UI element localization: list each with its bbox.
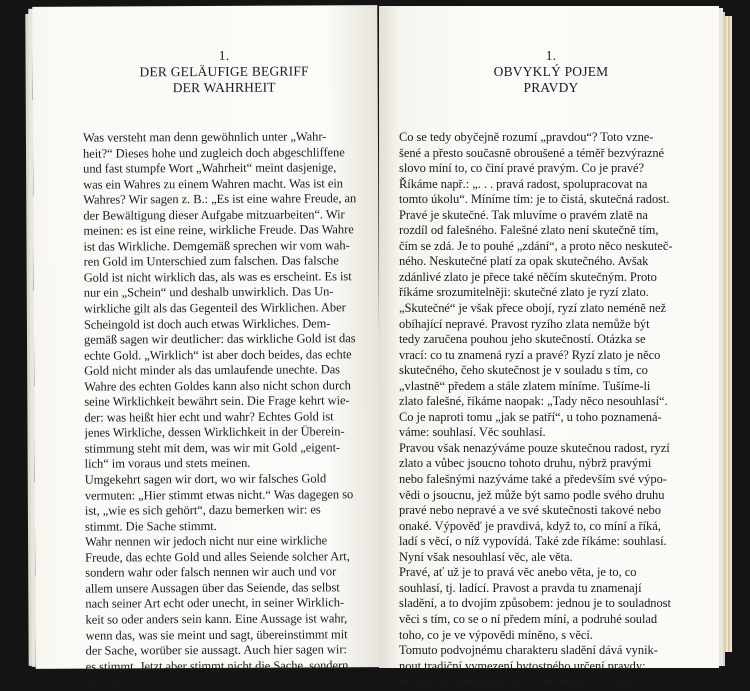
chapter-heading-czech	[399, 48, 703, 130]
text-line: „Skutečné“ je však přece obojí, ryzí zlato neméně než	[399, 301, 667, 316]
text-line: Wahr nennen wir jedoch nicht nur eine wirkliche	[85, 533, 328, 549]
text-line: Tomuto podvojnému charakteru sladění dává vynik-	[399, 643, 658, 658]
text-line: Wahres? Wir sagen z. B.: „Es ist eine wahre Freude, an	[83, 191, 357, 207]
text-line: Pravé je skutečné. Tak mluvíme o pravém zlatě na	[399, 207, 648, 222]
text-line: toho, co je ve výpovědi míněno, s věcí.	[399, 627, 593, 642]
text-line: slovo míní to, co činí pravé pravým. Co je pravé?	[399, 161, 645, 176]
text-line: věci s tím, co se o ní předem míní, a podruhé soulad	[399, 611, 658, 626]
text-line: Scheingold ist doch auch etwas Wirkliches. Dem-	[83, 315, 331, 332]
text-line: onaké. Výpověď je pravdivá, když to, co míní a říká,	[399, 518, 661, 533]
text-line: der Satz.	[85, 674, 130, 689]
text-line: Pravé, ať už je to pravá věc anebo věta, je to, co	[399, 565, 637, 580]
text-line: stimmung steht mit dem, was wir mit Gold „eigent-	[84, 440, 341, 456]
text-line: nout tradiční vymezení bytostného určení pravdy:	[399, 658, 646, 673]
text-line: ist, „wie es sich gehört“, dazu bemerken wir: es	[84, 502, 321, 518]
book-spread	[8, 6, 742, 689]
text-line: zlato falešné, říkáme naopak: „Tady něco nesouhlasí“.	[399, 394, 668, 409]
text-line: Co se tedy obyčejně rozumí „pravdou“? Toto vzne-	[399, 130, 654, 144]
text-line: Říkáme např.: „. . . pravá radost, spolupracovat na	[399, 176, 648, 191]
text-line: sladění, a to dvojím způsobem: jednou je to souladnost	[399, 596, 671, 611]
text-line: souhlasí, tj. ladící. Pravost a pravda tu znamenají	[399, 580, 642, 595]
text-line: ren Gold im Unterschied zum falschen. Das falsche	[83, 253, 339, 270]
text-line: Freude, das echte Gold und alles Seiende solcher Art,	[85, 549, 350, 565]
text-line: tomto úkolu“. Míníme tím: je to čistá, skutečná radost.	[399, 192, 670, 207]
text-line: tedy zaručena pouhou jeho skutečností. Otázka se	[399, 332, 646, 347]
page-edges	[720, 16, 732, 652]
text-line: váme: souhlasí. Věc souhlasí.	[399, 425, 546, 440]
text-line: skutečného, čeho skutečnost je v souladu s tím, co	[399, 363, 648, 378]
text-line: Gold ist nicht wirklich das, als was es erscheint. Es ist	[83, 269, 352, 285]
text-line: und fast stumpfe Wort „Wahrheit“ meint dasjenige,	[83, 160, 337, 176]
text-line: sondern wahr oder falsch nennen wir auch und vor	[85, 564, 337, 580]
text-line: nebo falešnými nazýváme také a především své výpo-	[399, 472, 667, 487]
text-line: vermuten: „Hier stimmt etwas nicht.“ Was dagegen so	[84, 486, 354, 503]
text-line: lich“ im voraus und stets meinen.	[84, 456, 251, 472]
text-line: gemäß sagen wir deutlicher: das wirkliche Gold ist das	[83, 331, 356, 347]
text-line: echte Gold. „Wirklich“ ist aber doch beides, das echte	[84, 346, 352, 363]
text-line: vědi o jsoucnu, jež může být samo podle svého druhu	[399, 487, 665, 502]
body-text-czech	[399, 130, 699, 690]
text-line: zdánlivé zlato je přece také něčím skutečným. Proto	[399, 269, 657, 284]
text-line: Umgekehrt sagen wir dort, wo wir falsches Gold	[84, 471, 327, 487]
text-line: vrací: co tu znamená ryzí a pravé? Ryzí zlato je něco	[399, 347, 661, 362]
text-line: veritas est adaequatio rei et intellectus. To může	[399, 674, 637, 689]
text-line: pravé nebo nepravé a ve své skutečnosti takové nebo	[399, 503, 661, 518]
text-line: říkáme srozumitelněji: skutečné zlato je ryzí zlato.	[399, 285, 649, 300]
text-line: der: was heißt hier echt und wahr? Echtes Gold ist	[84, 409, 334, 425]
text-line: ladí s věcí, o níž vypovídá. Také zde říkáme: souhlasí.	[399, 534, 667, 549]
chapter-title: DER GELÄUFIGE BEGRIFF DER WAHRHEIT	[139, 63, 309, 96]
text-line: stimmt. Die Sache stimmt.	[84, 518, 217, 534]
text-line: allem unsere Aussagen über das Seiende, das selbst	[85, 580, 340, 596]
text-line: meinen: es ist eine reine, wirkliche Freude. Das Wahre	[83, 222, 354, 238]
text-line: nach seiner Art echt oder unecht, in seiner Wirklich-	[85, 595, 345, 612]
text-line: „vlastně“ předem a stále zlatem míníme. Tušíme-li	[399, 378, 651, 393]
text-line: obíhající nepravé. Pravost ryzího zlata nemůže být	[399, 316, 650, 331]
text-line: Pravou však nenazýváme pouze skutečnou radost, ryzí	[399, 440, 670, 455]
text-line: Co je naproti tomu „jak se patří“, u toho poznamená-	[399, 409, 662, 424]
text-line: Wahre des echten Goldes kann also nicht schon durch	[84, 377, 351, 394]
chapter-number: 1.	[545, 48, 557, 63]
text-line: šené a přesto současně obroušené a téměř bezvýrazné	[399, 145, 665, 160]
text-line: heit?“ Dieses hohe und zugleich doch abgeschliffene	[82, 144, 345, 161]
text-line: Nyní však nesouhlasí věc, ale věta.	[399, 549, 573, 564]
chapter-title: OBVYKLÝ POJEM PRAVDY	[493, 64, 609, 95]
text-line: seine Wirklichkeit bewährt sein. Die Frage kehrt wie-	[84, 393, 350, 409]
text-line: der Sache, worüber sie aussagt. Auch hier sagen wir:	[85, 642, 347, 658]
text-line: čím se zdá. Je to pouhé „zdání“, a proto něco neskuteč-	[399, 238, 673, 253]
chapter-number: 1.	[218, 47, 230, 63]
text-line: der Bewältigung dieser Aufgabe mitzuarbeiten“. Wir	[83, 207, 345, 223]
text-line: keit so oder anders sein kann. Eine Aussage ist wahr,	[85, 611, 348, 627]
text-line: zlato a vůbec jsoucno tohoto druhu, nýbrž pravými	[399, 456, 652, 471]
text-line: Gold nicht minder als das umlaufende unechte. Das	[84, 362, 341, 378]
text-line: was ein Wahres zu einem Wahren macht. Was ist ein	[83, 175, 343, 192]
text-line: es stimmt. Jetzt aber stimmt nicht die Sache, sondern	[85, 657, 349, 674]
right-page	[379, 6, 719, 689]
text-line: jenes Wirkliche, dessen Wirklichkeit in der Überein-	[84, 424, 345, 441]
text-line: ného. Neskutečné platí za opak skutečného. Avšak	[399, 254, 649, 269]
text-line: wirkliche gilt als das Gegenteil des Wirklichen. Aber	[83, 300, 346, 316]
text-line: Was versteht man denn gewöhnlich unter „Wahr-	[82, 129, 327, 145]
chapter-heading-german	[82, 47, 365, 130]
left-page	[32, 5, 380, 689]
text-line: nur ein „Schein“ und deshalb unwirklich. Das Un-	[83, 284, 334, 301]
text-line: ist das Wirkliche. Demgemäß sprechen wir vom wah-	[83, 238, 350, 254]
body-text-german	[83, 129, 376, 690]
text-line: rozdíl od falešného. Falešné zlato není skutečně tím,	[399, 223, 659, 238]
text-line: wenn das, was sie meint und sagt, übereinstimmt mit	[85, 626, 348, 643]
